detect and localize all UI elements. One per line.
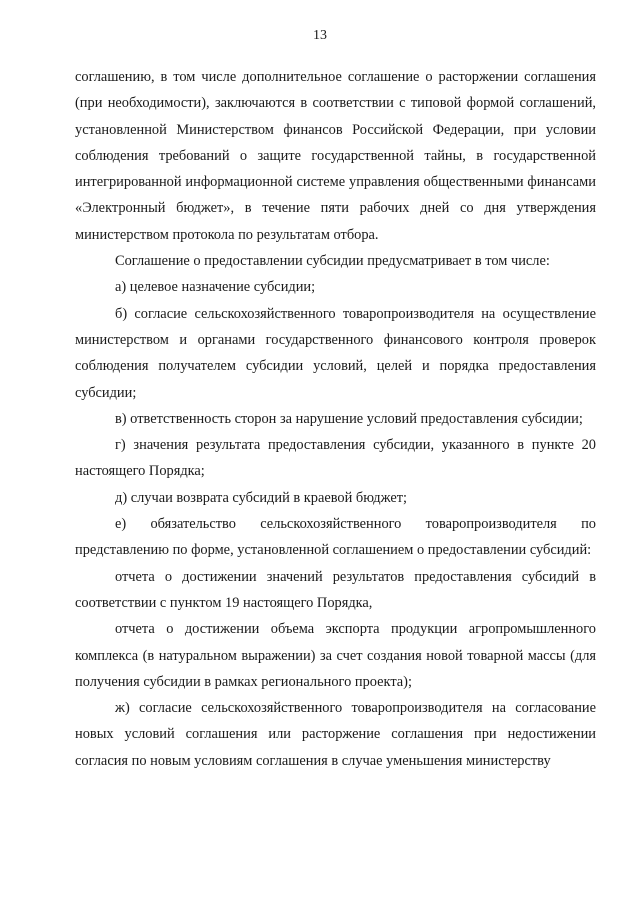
paragraph-continuation: соглашению, в том числе дополнительное соглашение о расторжении соглашения (при необходимости), заключаются в соответствии с типовой формой соглашений, установленной Министерством финансов Российской Федерации, при условии соблюдения требований о защите государственной тайны, в государственной интегрированной информационной системе управления общественными финансами «Электронный бюджет», в течение пяти рабочих дней со дня утверждения министерством протокола по результатам отбора. — [75, 69, 596, 243]
paragraph-agreement-intro: Соглашение о предоставлении субсидии предусматривает в том числе: — [115, 253, 550, 270]
list-item-b: б) согласие сельскохозяйственного товаропроизводителя на осуществление министерством и органами государственного финансового контроля проверок соблюдения получателем субсидии условий, целей и порядка предоставления субсидии; — [75, 305, 596, 401]
list-item-e: е) обязательство сельскохозяйственного товаропроизводителя по представлению по форме, установленной соглашением о предоставлении субсидий: — [75, 516, 596, 559]
page-number: 13 — [313, 28, 327, 43]
list-item-a: а) целевое назначение субсидии; — [115, 279, 316, 296]
list-item-g: г) значения результата предоставления субсидии, указанного в пункте 20 настоящего Порядка; — [75, 437, 596, 480]
document-body — [75, 64, 596, 774]
list-item-v: в) ответственность сторон за нарушение условий предоставления субсидии; — [115, 410, 583, 427]
list-item-zh: ж) согласие сельскохозяйственного товаропроизводителя на согласование новых условий соглашения или расторжение соглашения при недостижении согласия по новым условиям соглашения в случае уменьшения министерству — [75, 700, 596, 769]
sub-item-report-export: отчета о достижении объема экспорта продукции агропромышленного комплекса (в натуральном выражении) за счет создания новой товарной массы (для получения субсидии в рамках регионального проекта); — [75, 621, 596, 690]
sub-item-report-results: отчета о достижении значений результатов предоставления субсидий в соответствии с пунктом 19 настоящего Порядка, — [75, 568, 596, 611]
list-item-d: д) случаи возврата субсидий в краевой бюджет; — [115, 489, 407, 506]
